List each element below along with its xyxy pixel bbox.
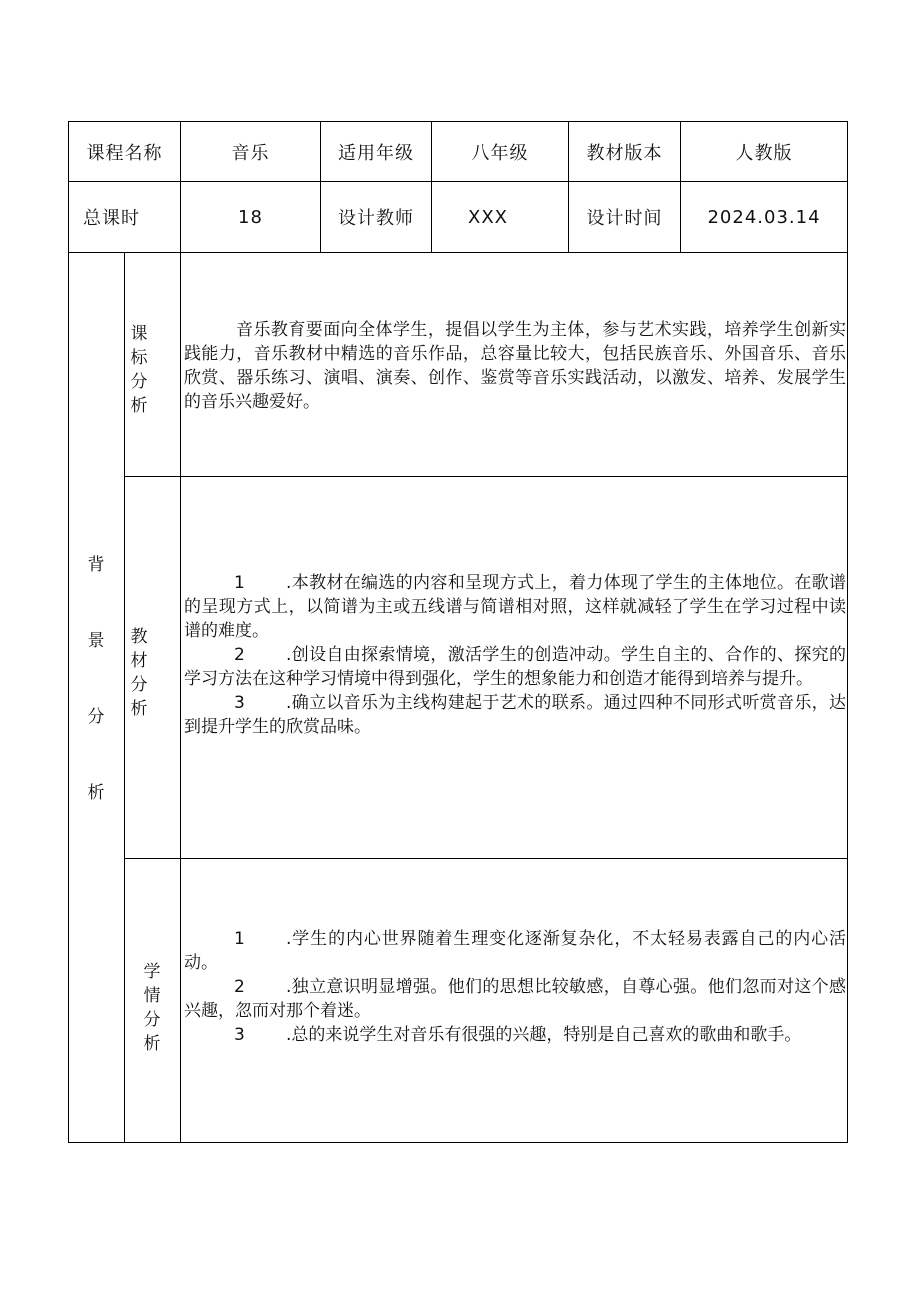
learner-analysis-label: 学 情 分 析	[143, 962, 161, 1054]
list-item: 1 .学生的内心世界随着生理变化逐渐复杂化，不太轻易表露自己的内心活动。	[184, 929, 846, 973]
background-analysis-label: 背 景 分 析	[87, 555, 105, 803]
course-name-value: 音乐	[231, 142, 270, 164]
total-hours-value: 18	[238, 206, 263, 228]
teacher-label: 设计教师	[338, 208, 414, 229]
teacher-value: XXX	[468, 206, 508, 228]
col-divider	[180, 121, 181, 1143]
list-item: 1 .本教材在编选的内容和呈现方式上，着力体现了学生的主体地位。在歌谱的呈现方式上，以简谱为主或五线谱与简谱相对照，这样就减轻了学生在学习过程中读谱的难度。	[184, 573, 846, 641]
design-date-value: 2024.03.14	[707, 206, 821, 228]
list-item: 2 .独立意识明显增强。他们的思想比较敏感，自尊心强。他们忽而对这个感兴趣，忽而对那个着迷。	[184, 977, 846, 1021]
grade-value: 八年级	[471, 142, 529, 164]
textbook-analysis-text	[184, 571, 846, 739]
edition-value: 人教版	[735, 142, 793, 164]
list-item: 3 .总的来说学生对音乐有很强的兴趣，特别是自己喜欢的歌曲和歌手。	[234, 1025, 802, 1045]
course-name-label: 课程名称	[86, 142, 163, 164]
design-date-label: 设计时间	[586, 208, 663, 229]
grade-label: 适用年级	[338, 142, 414, 164]
edition-label: 教材版本	[586, 142, 663, 164]
row-divider	[124, 476, 848, 477]
col-divider	[124, 252, 125, 1143]
curriculum-analysis-label: 课 标 分 析	[130, 324, 148, 416]
row-divider	[68, 252, 848, 253]
row-divider	[124, 858, 848, 859]
curriculum-analysis-text: 音乐教育要面向全体学生，提倡以学生为主体，参与艺术实践，培养学生创新实践能力，音乐教材中精选的音乐作品，总容量比较大，包括民族音乐、外国音乐、音乐欣赏、器乐练习、演唱、演奏、创作、鉴赏等音乐实践活动，以激发、培养、发展学生的音乐兴趣爱好。	[184, 320, 846, 412]
list-item: 2 .创设自由探索情境，激活学生的创造冲动。学生自主的、合作的、探究的学习方法在这种学习情境中得到强化，学生的想象能力和创造才能得到培养与提升。	[184, 645, 846, 689]
total-hours-label: 总课时	[83, 208, 140, 229]
textbook-analysis-label: 教 材 分 析	[130, 627, 148, 719]
learner-analysis-text	[184, 927, 846, 1047]
list-item: 3 .确立以音乐为主线构建起于艺术的联系。通过四种不同形式听赏音乐，达到提升学生的欣赏品味。	[184, 693, 846, 737]
